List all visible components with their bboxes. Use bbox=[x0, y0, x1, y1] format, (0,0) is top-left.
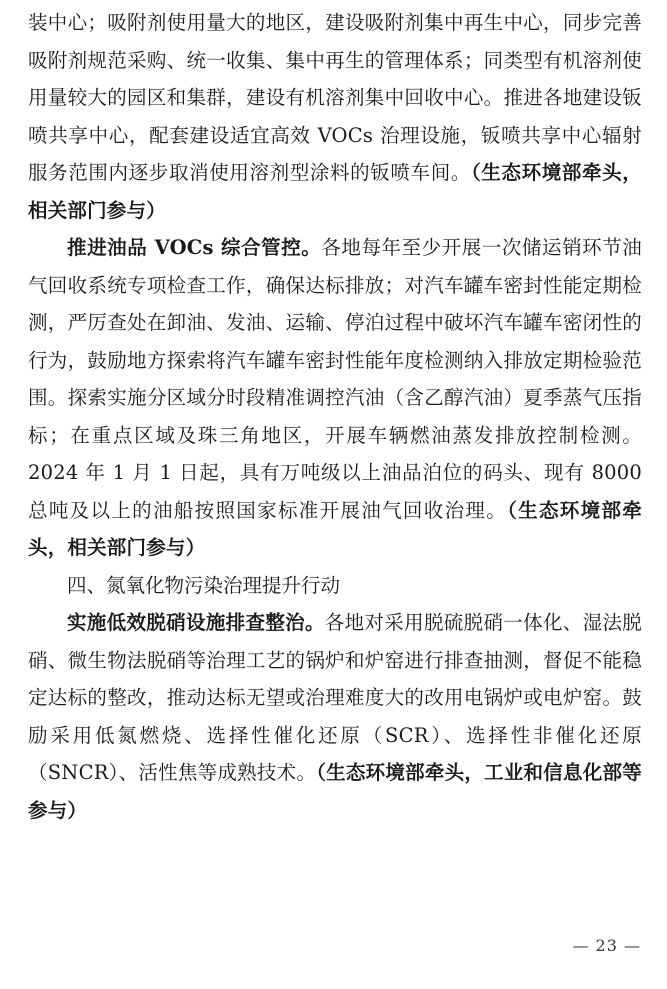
paragraph-3-lead: 实施低效脱硝设施排查整治。 bbox=[67, 611, 325, 634]
page-number: — 23 — bbox=[572, 936, 641, 955]
paragraph-3-responsibility: （生态环境部牵头，工业和信息化部等参与） bbox=[28, 761, 642, 822]
paragraph-1-responsibility: （生态环境部牵头，相关部门参与） bbox=[28, 161, 642, 222]
paragraph-3 bbox=[28, 604, 642, 829]
paragraph-2 bbox=[28, 229, 642, 567]
paragraph-2-lead: 推进油品 VOCs 综合管控。 bbox=[67, 236, 322, 259]
paragraph-2-responsibility: （生态环境部牵头，相关部门参与） bbox=[28, 498, 642, 559]
paragraph-2-text: 各地每年至少开展一次储运销环节油气回收系统专项检查工作，确保达标排放；对汽车罐车密封性能定期检测，严厉查处在卸油、发油、运输、停泊过程中破坏汽车罐车密闭性的行为，鼓励地方探索将汽车罐车密封性能年度检测纳入排放定期检验范围。探索实施分区域分时段精准调控汽油（含乙醇汽油）夏季蒸气压指标；在重点区域及珠三角地区，开展车辆燃油蒸发排放控制检测。2024 年 1 月 1 日起，具有万吨级以上油品泊位的码头、现有 8000 总吨及以上的油船按照国家标准开展油气回收治理。 bbox=[28, 236, 642, 522]
paragraph-3-text: 各地对采用脱硫脱硝一体化、湿法脱硝、微生物法脱硝等治理工艺的锅炉和炉窑进行排查抽测，督促不能稳定达标的整改，推动达标无望或治理难度大的改用电锅炉或电炉窑。鼓励采用低氮燃烧、选择性催化还原（SCR）、选择性非催化还原（SNCR）、活性焦等成熟技术。 bbox=[28, 611, 642, 784]
document-page bbox=[28, 4, 642, 829]
section-heading-4: 四、氮氧化物污染治理提升行动 bbox=[67, 573, 341, 597]
paragraph-1 bbox=[28, 4, 642, 229]
paragraph-1-text: 装中心；吸附剂使用量大的地区，建设吸附剂集中再生中心，同步完善吸附剂规范采购、统一收集、集中再生的管理体系；同类型有机溶剂使用量较大的园区和集群，建设有机溶剂集中回收中心。推进各地建设钣喷共享中心，配套建设适宜高效 VOCs 治理设施，钣喷共享中心辐射服务范围内逐步取消使用溶剂型涂料的钣喷车间。 bbox=[28, 11, 642, 184]
